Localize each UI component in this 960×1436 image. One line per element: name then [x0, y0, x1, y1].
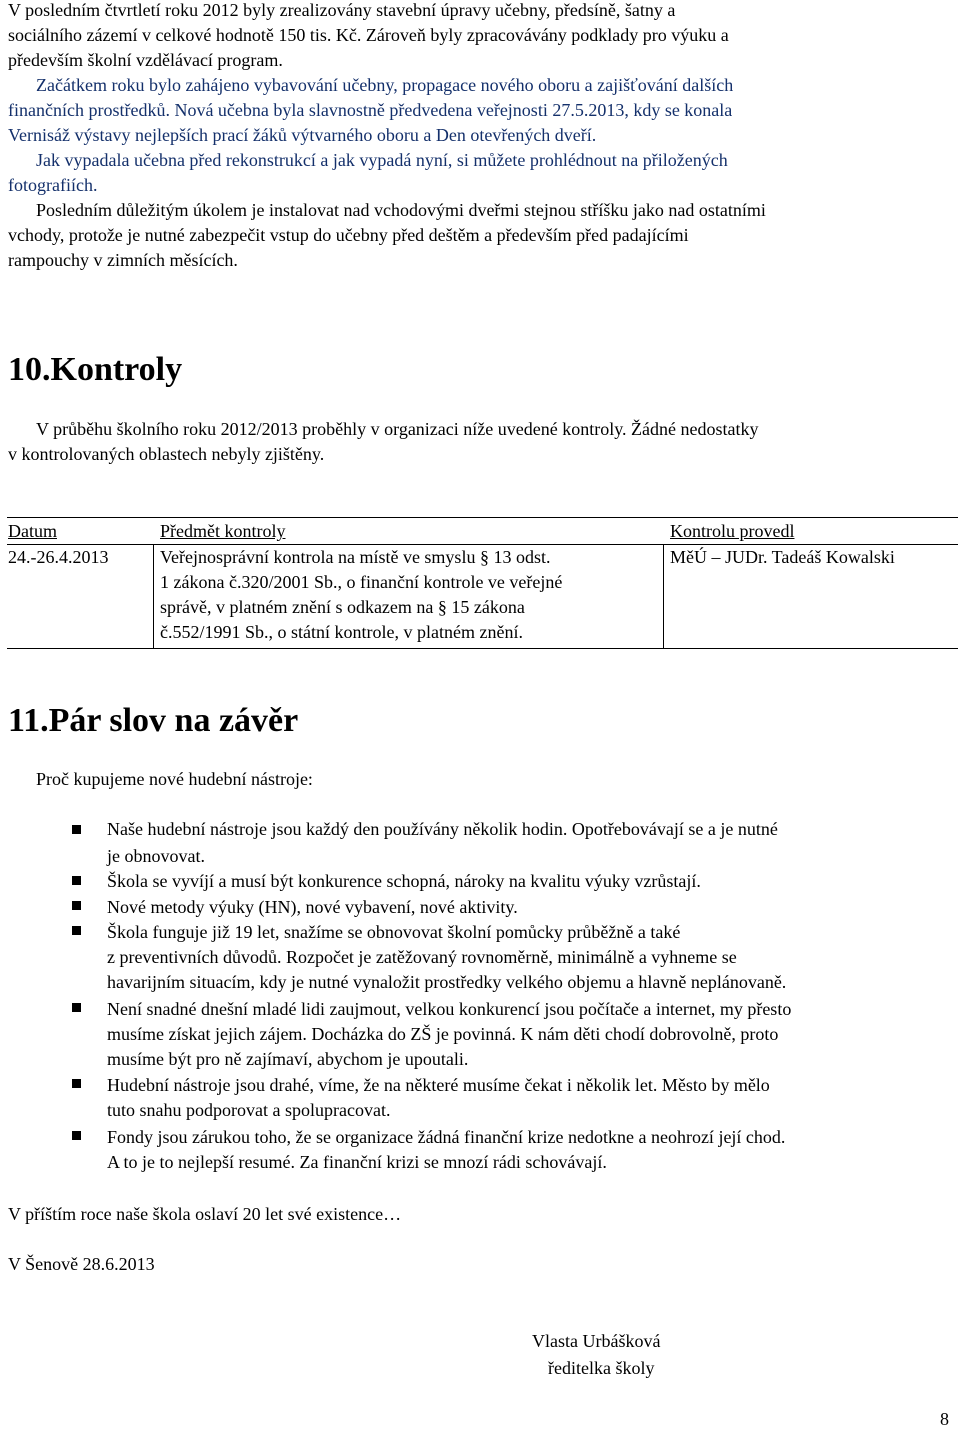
- text-line: sociálního zázemí v celkové hodnotě 150 tis. Kč. Zároveň byly zpracovávány podklady pro výuku a: [8, 25, 729, 45]
- table-border: [7, 648, 958, 649]
- table-cell-subject-line: č.552/1991 Sb., o státní kontrole, v platném znění.: [160, 622, 523, 642]
- bullet-icon: [72, 1131, 81, 1140]
- list-item-line: musíme být pro ně zajímaví, abychom je upoutali.: [107, 1049, 469, 1069]
- section-heading: 11.Pár slov na závěr: [8, 702, 299, 739]
- list-item-line: Hudební nástroje jsou drahé, víme, že na některé musíme čekat i několik let. Město by mělo: [107, 1075, 770, 1095]
- list-item-line: je obnovovat.: [107, 846, 205, 866]
- text-line: vchody, protože je nutné zabezpečit vstup do učebny před deštěm a především před padajícími: [8, 225, 689, 245]
- question-line: Proč kupujeme nové hudební nástroje:: [36, 769, 313, 789]
- text-line: V posledním čtvrtletí roku 2012 byly zrealizovány stavební úpravy učebny, předsíně, šatny a: [8, 0, 676, 20]
- signature-name: Vlasta Urbášková: [532, 1331, 661, 1351]
- text-line: fotografiích.: [8, 175, 98, 195]
- closing-line: V příštím roce naše škola oslaví 20 let své existence…: [8, 1204, 402, 1224]
- text-line: rampouchy v zimních měsících.: [8, 250, 238, 270]
- text-line: Vernisáž výstavy nejlepších prací žáků výtvarného oboru a Den otevřených dveří.: [8, 125, 597, 145]
- table-border: [7, 517, 958, 518]
- text-line: především školní vzdělávací program.: [8, 50, 283, 70]
- bullet-icon: [72, 926, 81, 935]
- text-line: finančních prostředků. Nová učebna byla slavnostně předvedena veřejnosti 27.5.2013, kdy se konala: [8, 100, 733, 120]
- table-header-by: Kontrolu provedl: [670, 521, 795, 541]
- bullet-icon: [72, 901, 81, 910]
- table-cell-subject-line: správě, v platném znění s odkazem na § 15 zákona: [160, 597, 525, 617]
- page-number: 8: [940, 1409, 949, 1429]
- place-date: V Šenově 28.6.2013: [8, 1254, 155, 1274]
- table-cell-subject-line: 1 zákona č.320/2001 Sb., o finanční kontrole ve veřejné: [160, 572, 563, 592]
- section-heading: 10.Kontroly: [8, 351, 183, 388]
- text-line: v kontrolovaných oblastech nebyly zjištěny.: [8, 444, 325, 464]
- bullet-icon: [72, 1003, 81, 1012]
- list-item-line: A to je to nejlepší resumé. Za finanční krizi se mnozí rádi schovávají.: [107, 1152, 607, 1172]
- signature-role: ředitelka školy: [548, 1358, 655, 1378]
- list-item-line: Není snadné dnešní mladé lidi zaujmout, velkou konkurencí jsou počítače a internet, my přesto: [107, 999, 792, 1019]
- table-border: [663, 544, 664, 648]
- list-item-line: Naše hudební nástroje jsou každý den používány několik hodin. Opotřebovávají se a je nutné: [107, 819, 778, 839]
- list-item-line: havarijním situacím, kdy je nutné vynaložit prostředky velkého objemu a hlavně neplánovaně.: [107, 972, 787, 992]
- list-item-line: tuto snahu podporovat a spolupracovat.: [107, 1100, 391, 1120]
- bullet-icon: [72, 825, 81, 834]
- text-line: Posledním důležitým úkolem je instalovat nad vchodovými dveřmi stejnou stříšku jako nad ostatními: [36, 200, 766, 220]
- list-item-line: z preventivních důvodů. Rozpočet je zatěžovaný rovnoměrně, minimálně a vyhneme se: [107, 947, 737, 967]
- bullet-icon: [72, 1079, 81, 1088]
- list-item-line: Škola se vyvíjí a musí být konkurence schopná, nároky na kvalitu výuky vzrůstají.: [107, 871, 701, 891]
- text-line: Začátkem roku bylo zahájeno vybavování učebny, propagace nového oboru a zajišťování dalších: [36, 75, 734, 95]
- list-item-line: Fondy jsou zárukou toho, že se organizace žádná finanční krize nedotkne a neohrozí její chod.: [107, 1127, 786, 1147]
- bullet-icon: [72, 876, 81, 885]
- list-item-line: Škola funguje již 19 let, snažíme se obnovovat školní pomůcky průběžně a také: [107, 922, 681, 942]
- table-cell-by: MěÚ – JUDr. Tadeáš Kowalski: [670, 547, 895, 567]
- table-header-date: Datum: [8, 521, 57, 541]
- list-item-line: musíme získat jejich zájem. Docházka do ZŠ je povinná. K nám děti chodí dobrovolně, proto: [107, 1024, 779, 1044]
- table-cell-subject-line: Veřejnosprávní kontrola na místě ve smyslu § 13 odst.: [160, 547, 551, 567]
- table-border: [153, 544, 154, 648]
- text-line: Jak vypadala učebna před rekonstrukcí a jak vypadá nyní, si můžete prohlédnout na přiložených: [36, 150, 728, 170]
- table-header-subject: Předmět kontroly: [160, 521, 286, 541]
- text-line: V průběhu školního roku 2012/2013 proběhly v organizaci níže uvedené kontroly. Žádné nedostatky: [36, 419, 759, 439]
- list-item-line: Nové metody výuky (HN), nové vybavení, nové aktivity.: [107, 897, 518, 917]
- table-cell-date: 24.-26.4.2013: [8, 547, 109, 567]
